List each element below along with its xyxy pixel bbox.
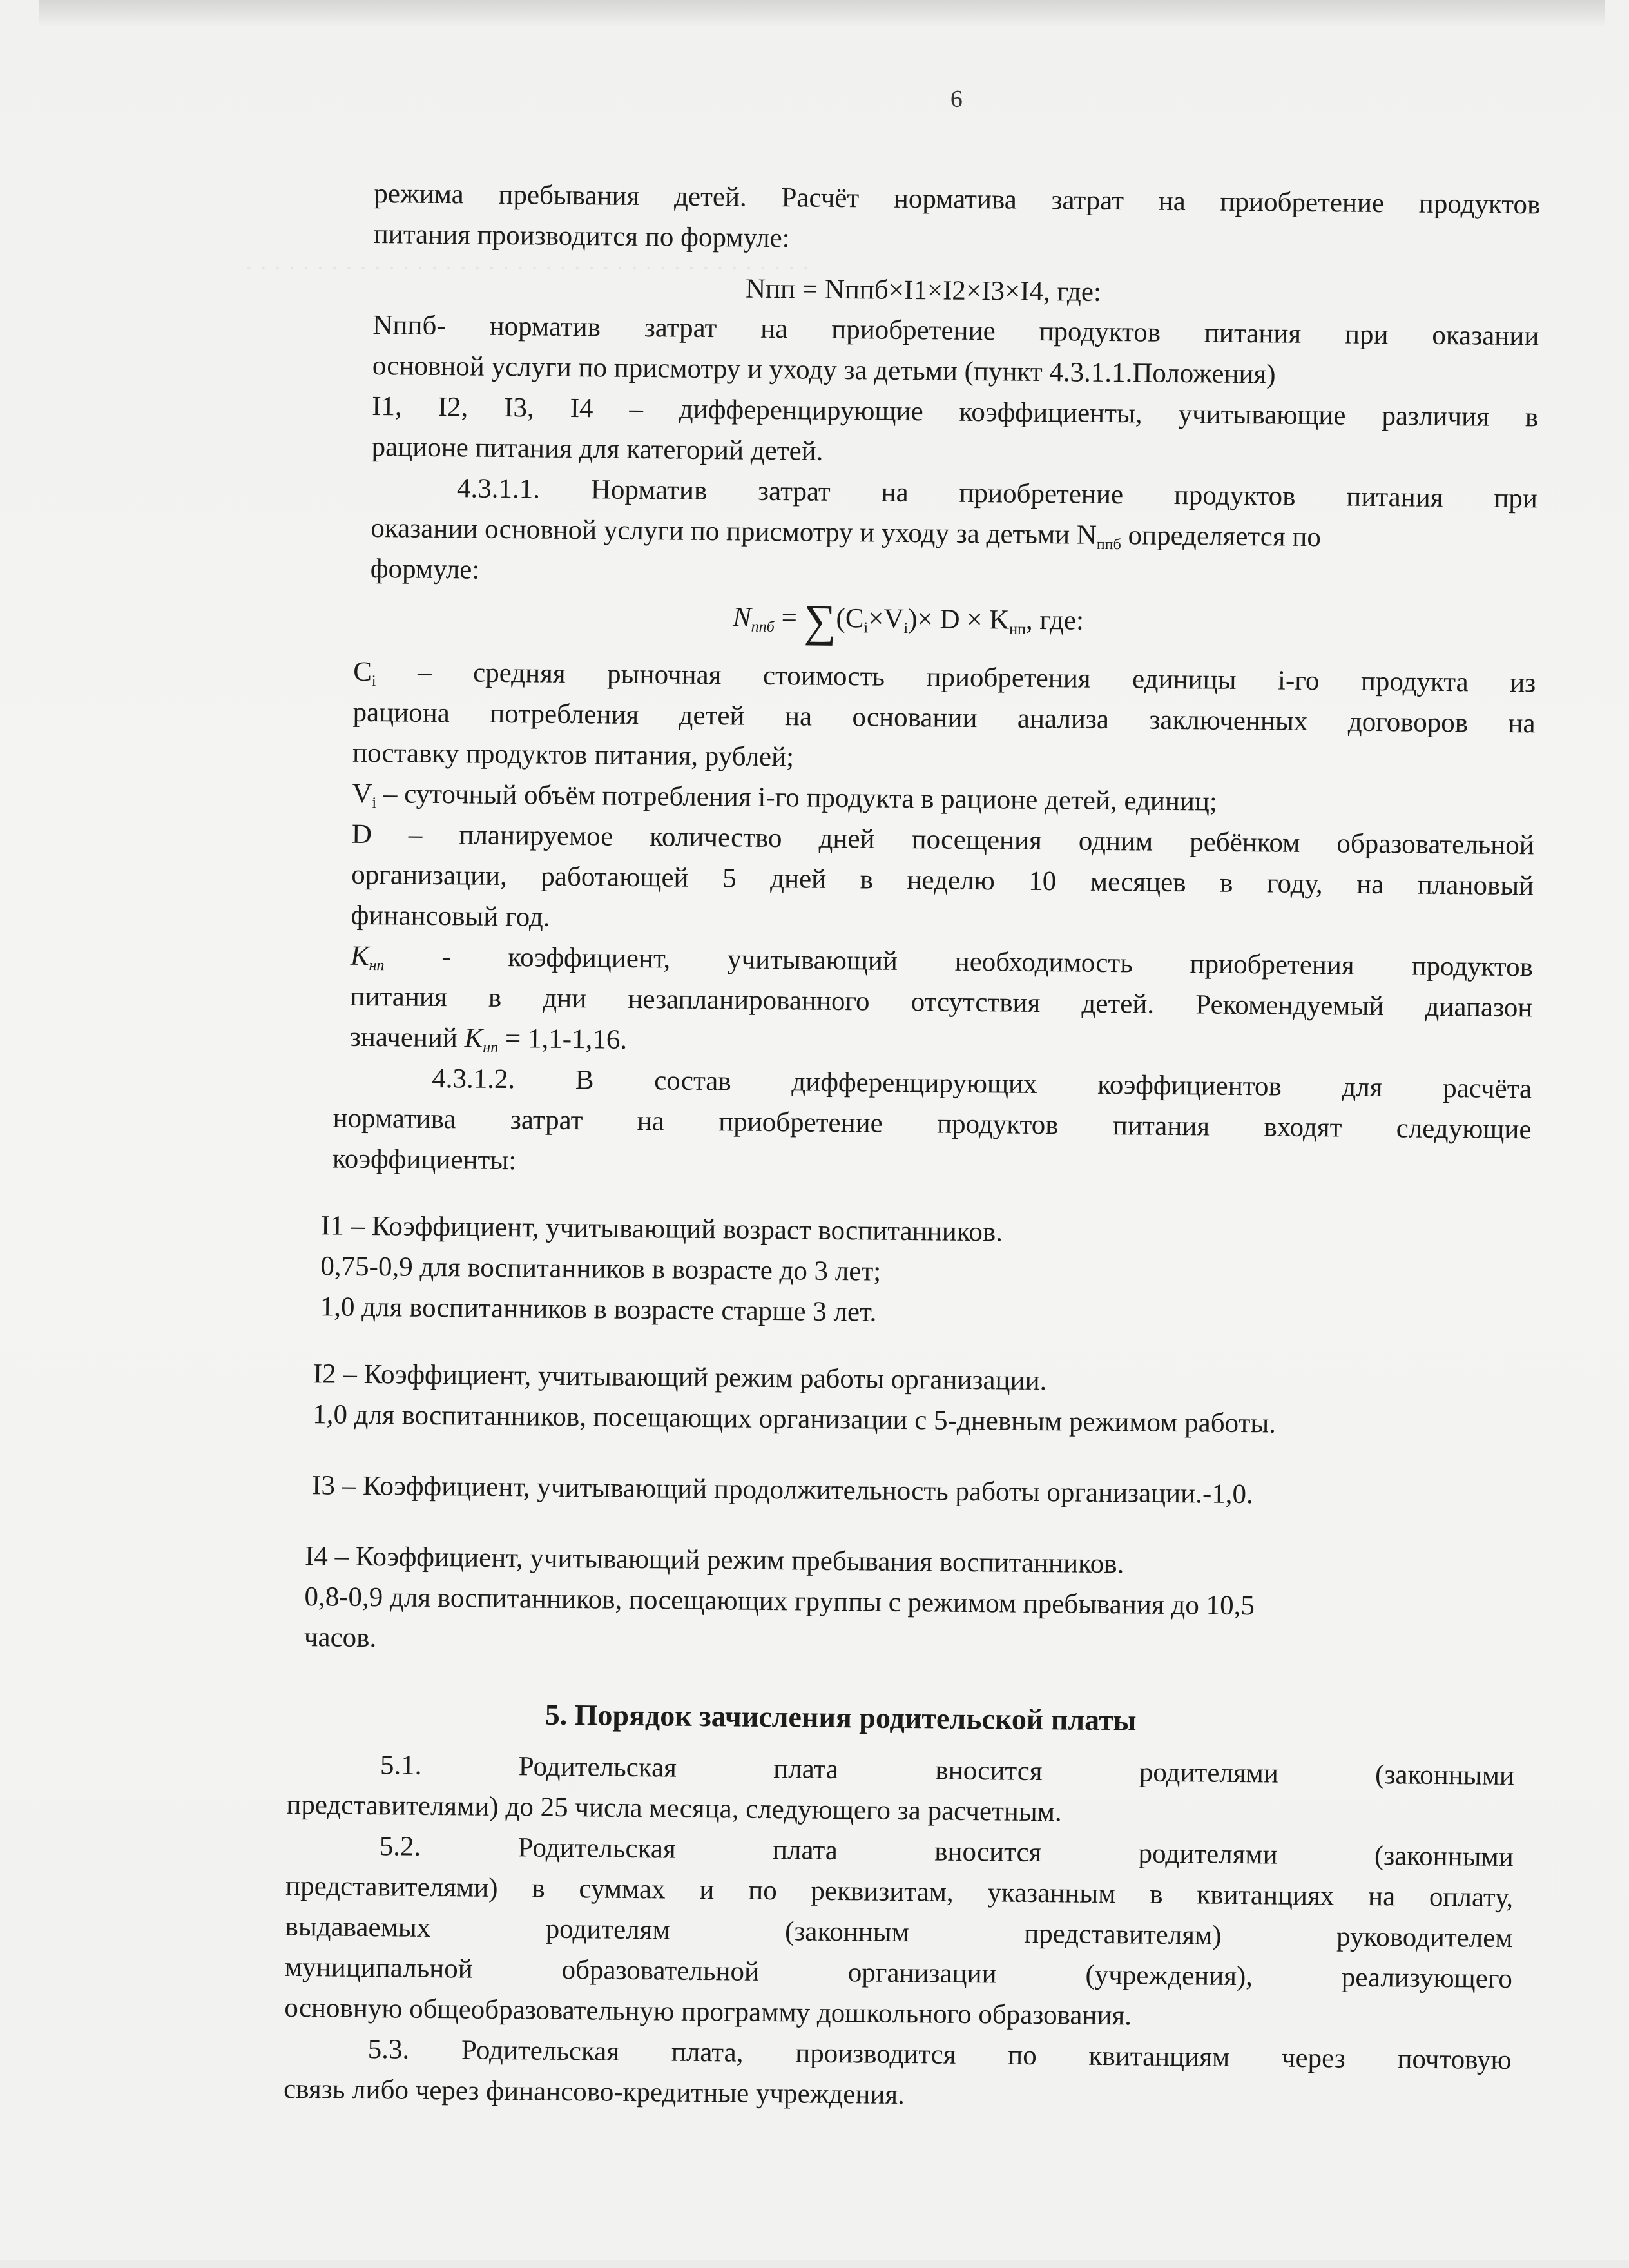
- coefficient-i2-title: I2 – Коэффициент, учитывающий режим работы организации.: [313, 1359, 1047, 1397]
- bleed-through: · · · · · · · · · · · · · · · · · · · · · · · · · · · · · · · · · · · · · · · ·: [245, 255, 810, 282]
- coefficient-i4-title: I4 – Коэффициент, учитывающий режим пребывания воспитанников.: [304, 1541, 1124, 1580]
- text-line: 0,8-0,9 для воспитанников, посещающих группы с режимом пребывания до 10,5: [304, 1582, 1255, 1622]
- text-line: связь либо через финансово-кредитные учреждения.: [283, 2073, 905, 2111]
- text-segment: = 1,1-1,16.: [505, 1023, 628, 1055]
- text-line: коэффициенты:: [332, 1143, 517, 1176]
- text-line: 5.3. Родительская плата, производится по квитанциям через почтовую: [367, 2034, 1512, 2076]
- formula-equals: =: [781, 603, 798, 634]
- sum-icon: ∑: [804, 596, 836, 646]
- text-line: муниципальной образовательной организации (учреждения), реализующего: [284, 1952, 1513, 1995]
- text-line: Nппб- норматив затрат на приобретение продуктов питания при оказании: [372, 310, 1539, 352]
- subscript: i: [372, 795, 377, 812]
- text-line: [352, 775, 1217, 822]
- text-line: 1,0 для воспитанников, посещающих организации с 5-дневным режимом работы.: [312, 1399, 1277, 1439]
- text-line: D – планируемое количество дней посещения одним ребёнком образовательной: [351, 819, 1535, 861]
- formula-subscript: i: [863, 619, 869, 637]
- text-line: питания в дни незапланированного отсутствия детей. Рекомендуемый диапазон: [350, 981, 1533, 1023]
- text-line: 5.2. Родительская плата вносится родителями (законными: [379, 1831, 1514, 1873]
- formula-part: ×V: [867, 603, 904, 634]
- text-segment: – суточный объём потребления i-го продукта в рационе детей, единиц;: [383, 779, 1218, 817]
- text-line: выдаваемых родителям (законным представителям) руководителем: [285, 1911, 1513, 1954]
- text-line: основную общеобразовательную программу дошкольного образования.: [284, 1992, 1132, 2031]
- text-segment: определяется по: [1128, 520, 1322, 553]
- symbol: K: [350, 940, 369, 972]
- text-segment: - коэффициент, учитывающий необходимость приобретения продуктов: [441, 942, 1534, 983]
- text-segment: – средняя рыночная стоимость приобретения единицы i-го продукта из: [417, 657, 1536, 699]
- text-line: питания производится по формуле:: [373, 219, 790, 254]
- coefficient-i3-title: I3 – Коэффициент, учитывающий продолжительность работы организации.-1,0.: [311, 1470, 1254, 1510]
- formula-nppb: [733, 598, 1084, 653]
- symbol: C: [353, 656, 372, 688]
- text-line: 4.3.1.2. В состав дифференцирующих коэффициентов для расчёта: [432, 1063, 1532, 1105]
- text-line: 1,0 для воспитанников в возрасте старше 3 лет.: [320, 1292, 877, 1328]
- text-line: 0,75-0,9 для воспитанников в возрасте до 3 лет;: [320, 1251, 882, 1287]
- formula-subscript: нп: [1009, 621, 1027, 638]
- text-segment: значений: [349, 1022, 458, 1054]
- subscript: нп: [483, 1039, 499, 1056]
- formula-subscript: i: [903, 619, 909, 637]
- text-line: основной услуги по присмотру и уходу за детьми (пункт 4.3.1.1.Положения): [372, 351, 1276, 390]
- formula-part: (C: [836, 603, 864, 634]
- text-line: организации, работающей 5 дней в неделю 10 месяцев в году, на плановый: [351, 859, 1534, 902]
- text-line: норматива затрат на приобретение продуктов питания входят следующие: [333, 1103, 1532, 1145]
- text-line: представителями) в суммах и по реквизитам, указанным в квитанциях на оплату,: [285, 1870, 1514, 1914]
- text-line: часов.: [304, 1622, 377, 1654]
- formula-part: , где:: [1025, 605, 1084, 636]
- coefficient-i1-title: I1 – Коэффициент, учитывающий возраст воспитанников.: [320, 1210, 1003, 1248]
- formula-symbol: N: [732, 602, 752, 633]
- text-line: поставку продуктов питания, рублей;: [352, 737, 795, 773]
- text-line: [350, 1018, 628, 1060]
- symbol: V: [352, 778, 372, 809]
- text-line: режима пребывания детей. Расчёт норматива затрат на приобретение продуктов: [374, 179, 1541, 220]
- formula-subscript: ппб: [751, 618, 775, 636]
- text-line: 5.1. Родительская плата вносится родителями (законными: [380, 1750, 1515, 1792]
- text-line: I1, I2, I3, I4 – дифференцирующие коэффициенты, учитывающие различия в: [372, 391, 1539, 433]
- text-line: формуле:: [370, 554, 480, 585]
- text-line: рационе питания для категорий детей.: [371, 432, 824, 467]
- section-heading: 5. Порядок зачисления родительской платы: [545, 1698, 1137, 1737]
- subscript: нп: [369, 957, 385, 974]
- symbol: K: [464, 1023, 483, 1054]
- formula-npp: Nпп = Nппб×I1×I2×I3×I4, где:: [745, 273, 1102, 307]
- text-line: 4.3.1.1. Норматив затрат на приобретение продуктов питания при: [456, 473, 1538, 514]
- text-segment: оказании основной услуги по присмотру и уходу за детьми N: [371, 513, 1097, 550]
- page-number: 6: [950, 85, 963, 113]
- text-line: рациона потребления детей на основании анализа заключенных договоров на: [352, 697, 1536, 739]
- formula-part: )× D × K: [907, 604, 1010, 635]
- subscript: ппб: [1096, 536, 1121, 554]
- text-line: финансовый год.: [351, 900, 550, 933]
- text-line: представителями) до 25 числа месяца, следующего за расчетным.: [286, 1789, 1062, 1828]
- subscript: i: [371, 673, 376, 690]
